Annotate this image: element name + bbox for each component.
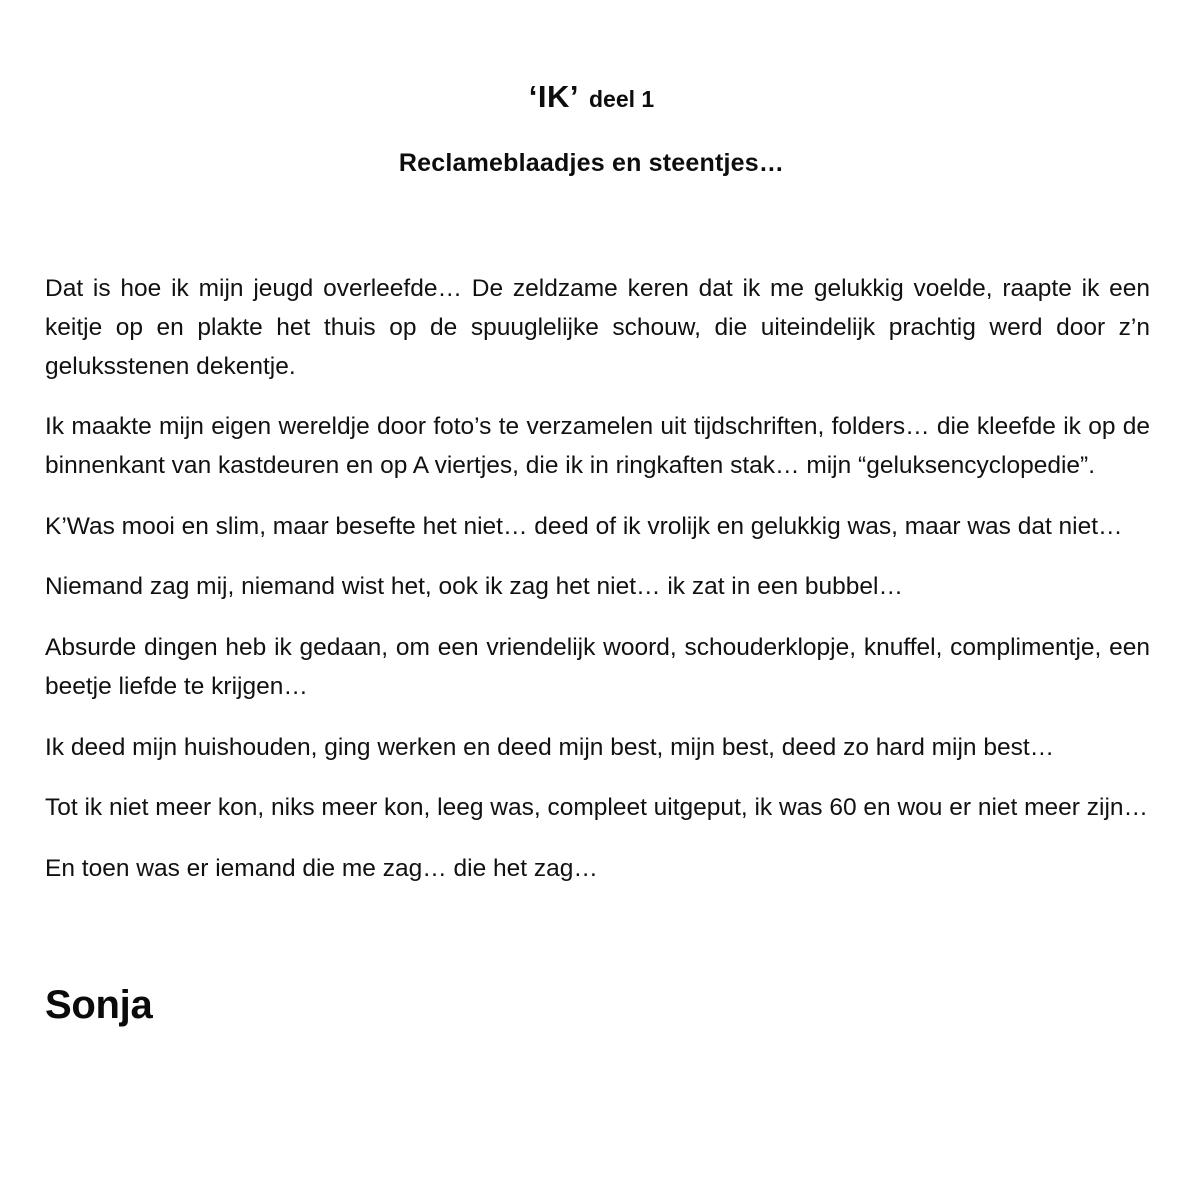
- paragraph: Tot ik niet meer kon, niks meer kon, leeg was, compleet uitgeput, ik was 60 en wou er niet meer zijn…: [45, 794, 1149, 822]
- paragraph: Ik maakte mijn eigen wereldje door foto’s te verzamelen uit tijdschriften, folders… die kleefde ik op de binnenkant van kastdeuren en op A viertjes, die ik in ringkaften stak… mijn “geluksencyclopedie”.: [45, 413, 1150, 479]
- page-subtitle: Reclameblaadjes en steentjes…: [398, 149, 785, 178]
- document-body: [19, 178, 1164, 888]
- paragraph: En toen was er iemand die me zag… die het zag…: [45, 854, 598, 882]
- paragraph: K’Was mooi en slim, maar besefte het niet… deed of ik vrolijk en gelukkig was, maar was dat niet…: [45, 512, 1123, 540]
- page-title: [0, 78, 1183, 115]
- paragraph: Niemand zag mij, niemand wist het, ook ik zag het niet… ik zat in een bubbel…: [45, 573, 903, 601]
- page-title-main: ‘IK’: [528, 79, 579, 114]
- author-signature: Sonja: [45, 982, 153, 1027]
- paragraph: Ik deed mijn huishouden, ging werken en deed mijn best, mijn best, deed zo hard mijn best…: [45, 733, 1055, 761]
- paragraph: Absurde dingen heb ik gedaan, om een vriendelijk woord, schouderklopje, knuffel, complimentje, een beetje liefde te krijgen…: [45, 634, 1150, 700]
- page-title-part: deel 1: [589, 86, 655, 112]
- title-block: [0, 0, 1183, 178]
- paragraph: Dat is hoe ik mijn jeugd overleefde… De zeldzame keren dat ik me gelukkig voelde, raapte ik een keitje op en plakte het thuis op de spuuglelijke schouw, die uiteindelijk prachtig werd door z’n geluksstenen dekentje.: [45, 275, 1150, 380]
